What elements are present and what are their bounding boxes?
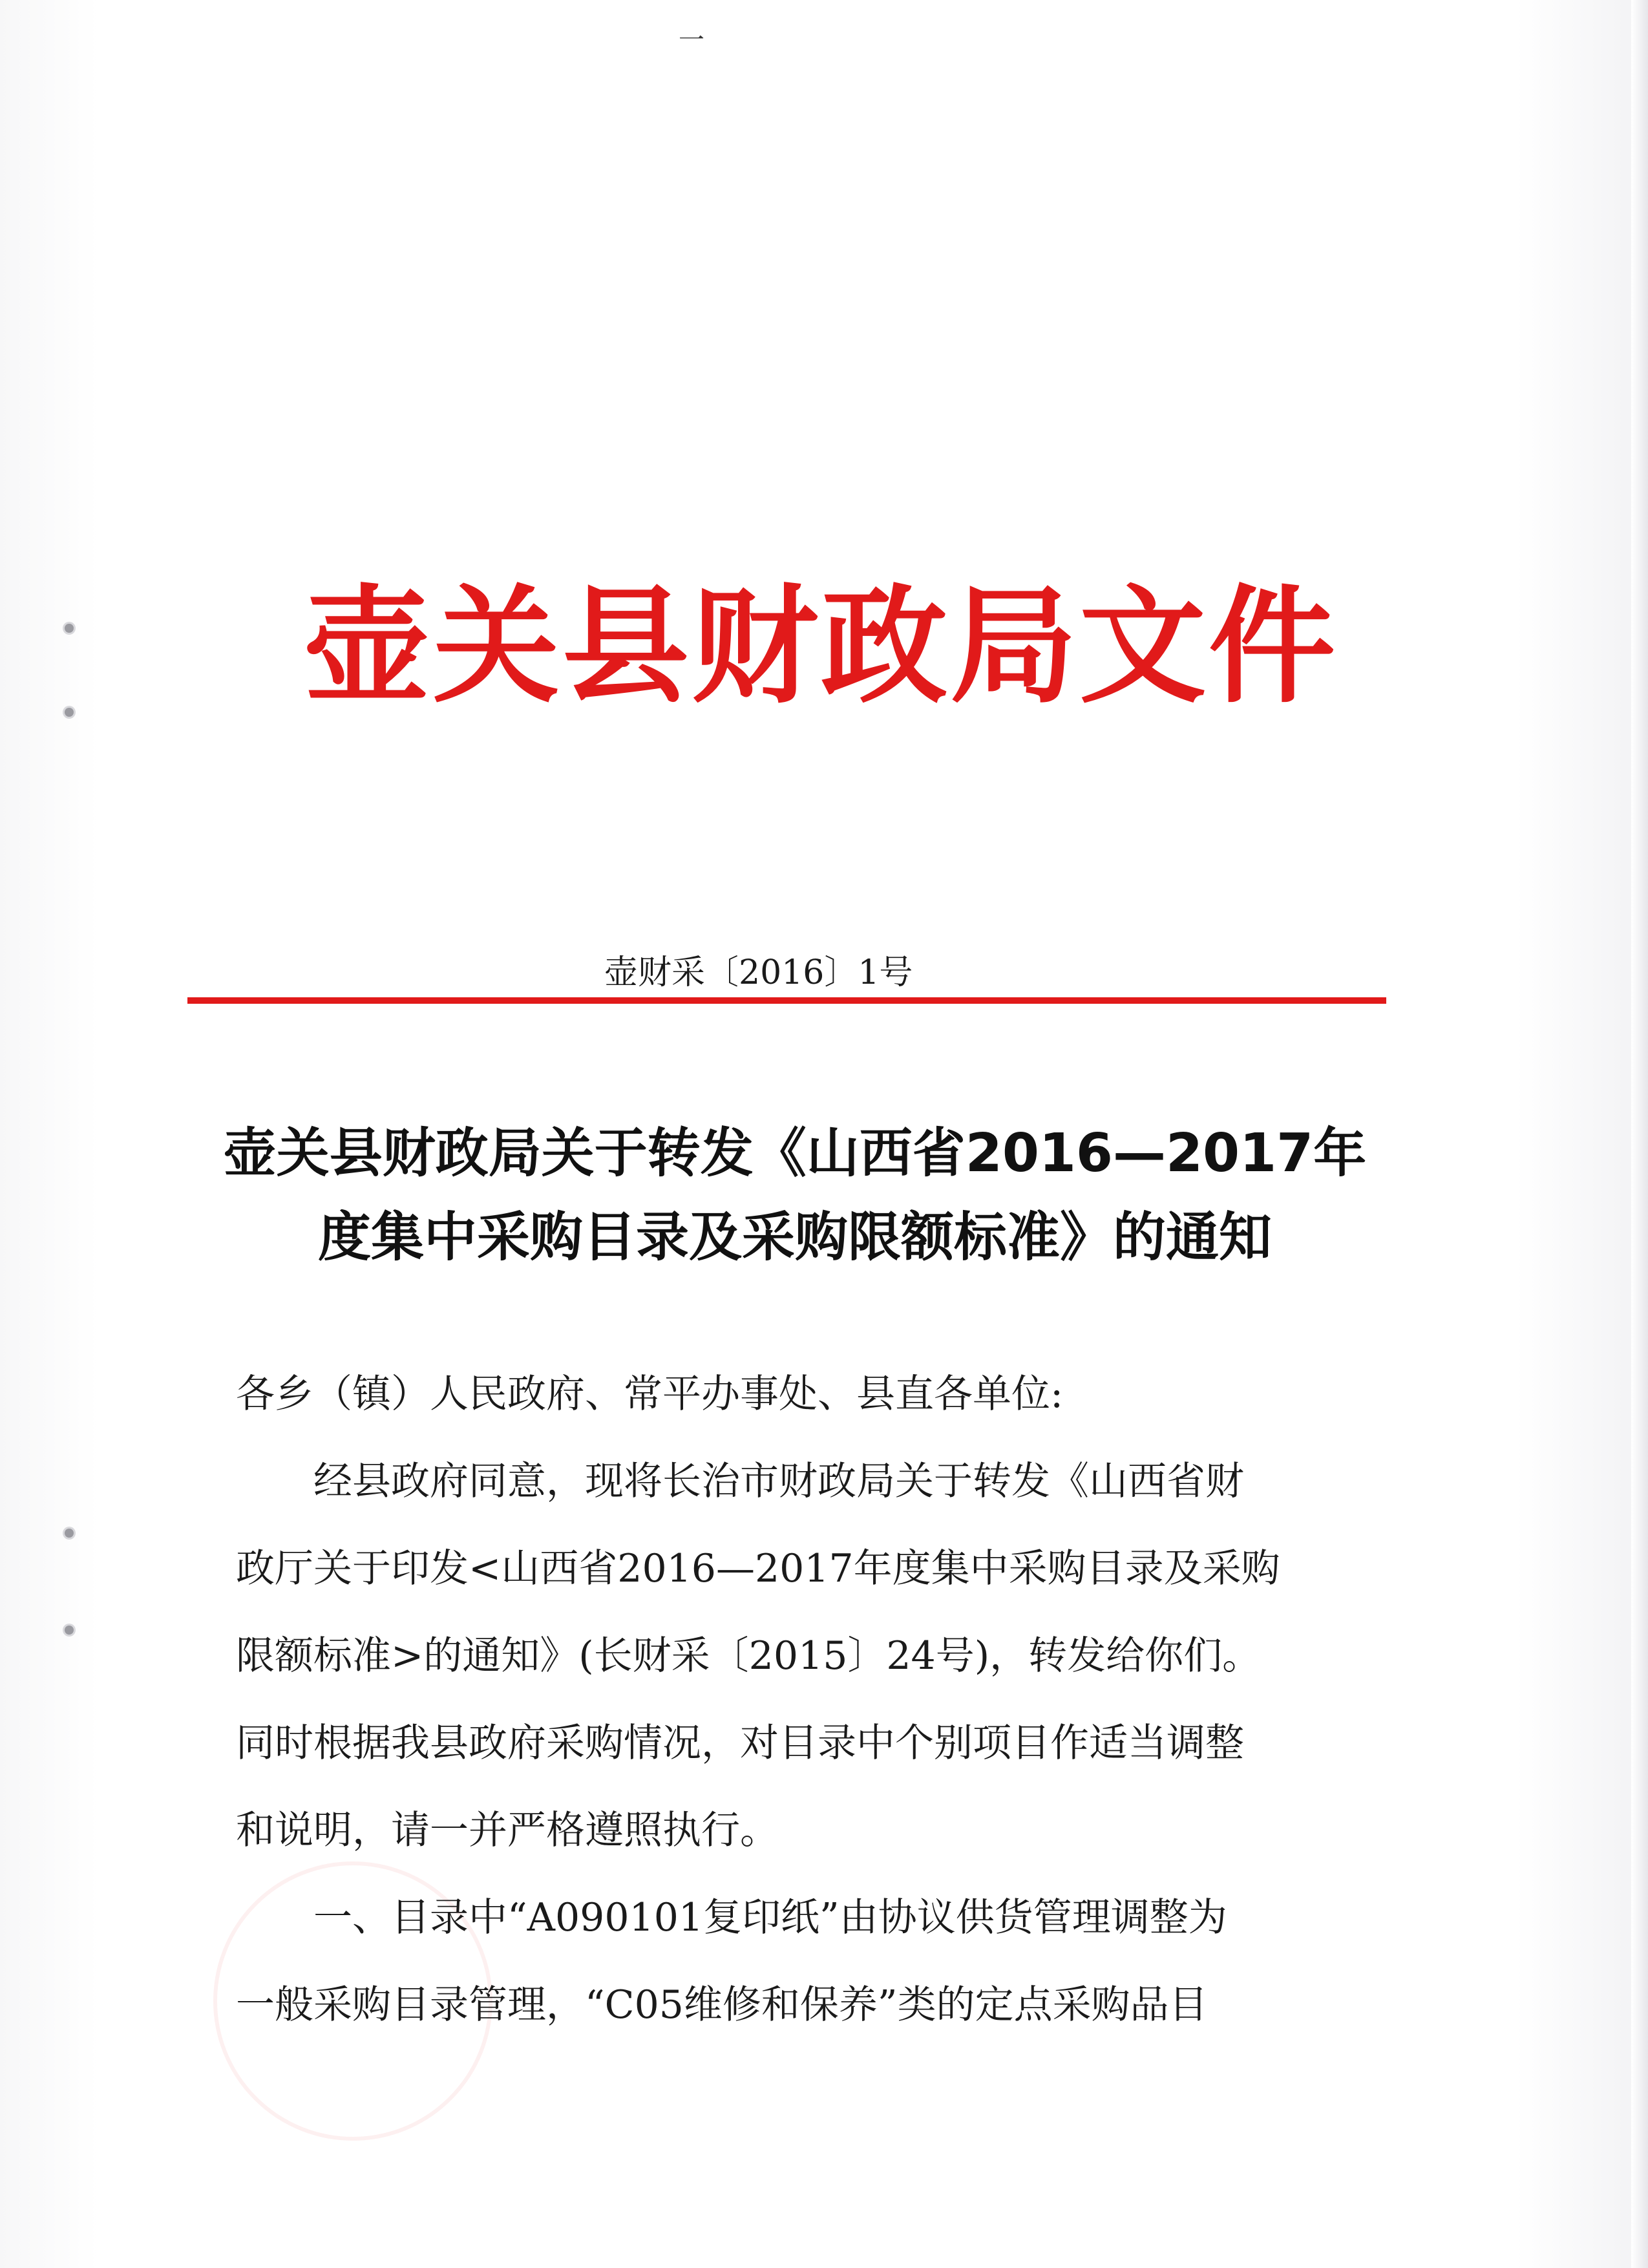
- page-number-mark: 一: [679, 25, 704, 55]
- body-line: 政厅关于印发<山西省2016—2017年度集中采购目录及采购: [236, 1546, 1280, 1591]
- document-title-line-1: 壶关县财政局关于转发《山西省2016—2017年: [223, 1123, 1367, 1184]
- document-number: 壶财采〔2016〕1号: [604, 953, 913, 992]
- body-line: 和说明，请一并严格遵照执行。: [236, 1808, 779, 1853]
- reverse-side-bleed-through: [233, 259, 1357, 343]
- binding-hole: [65, 1626, 74, 1635]
- body-line: 限额标准>的通知》(长财采〔2015〕24号)，转发给你们。: [236, 1633, 1262, 1679]
- page-edge-shadow: [1631, 0, 1648, 2268]
- body-line: 同时根据我县政府采购情况，对目录中个别项目作适当调整: [236, 1721, 1244, 1766]
- binding-hole: [65, 624, 74, 633]
- document-title: [194, 1112, 1396, 1280]
- body-line: 经县政府同意，现将长治市财政局关于转发《山西省财: [313, 1459, 1244, 1504]
- body-line: 一般采购目录管理，“C05维修和保养”类的定点采购品目: [236, 1982, 1208, 2028]
- document-title-line-2: 度集中采购目录及采购限额标准》的通知: [317, 1207, 1272, 1268]
- red-header-title: 壶关县财政局文件: [304, 572, 1338, 721]
- body-line: 一、目录中“A090101复印纸”由协议供货管理调整为: [313, 1895, 1227, 1940]
- binding-hole: [65, 1529, 74, 1538]
- red-separator-line: [187, 997, 1386, 1004]
- binding-hole: [65, 708, 74, 717]
- salutation: 各乡（镇）人民政府、常平办事处、县直各单位:: [236, 1372, 1064, 1417]
- document-body: [236, 1351, 1354, 2049]
